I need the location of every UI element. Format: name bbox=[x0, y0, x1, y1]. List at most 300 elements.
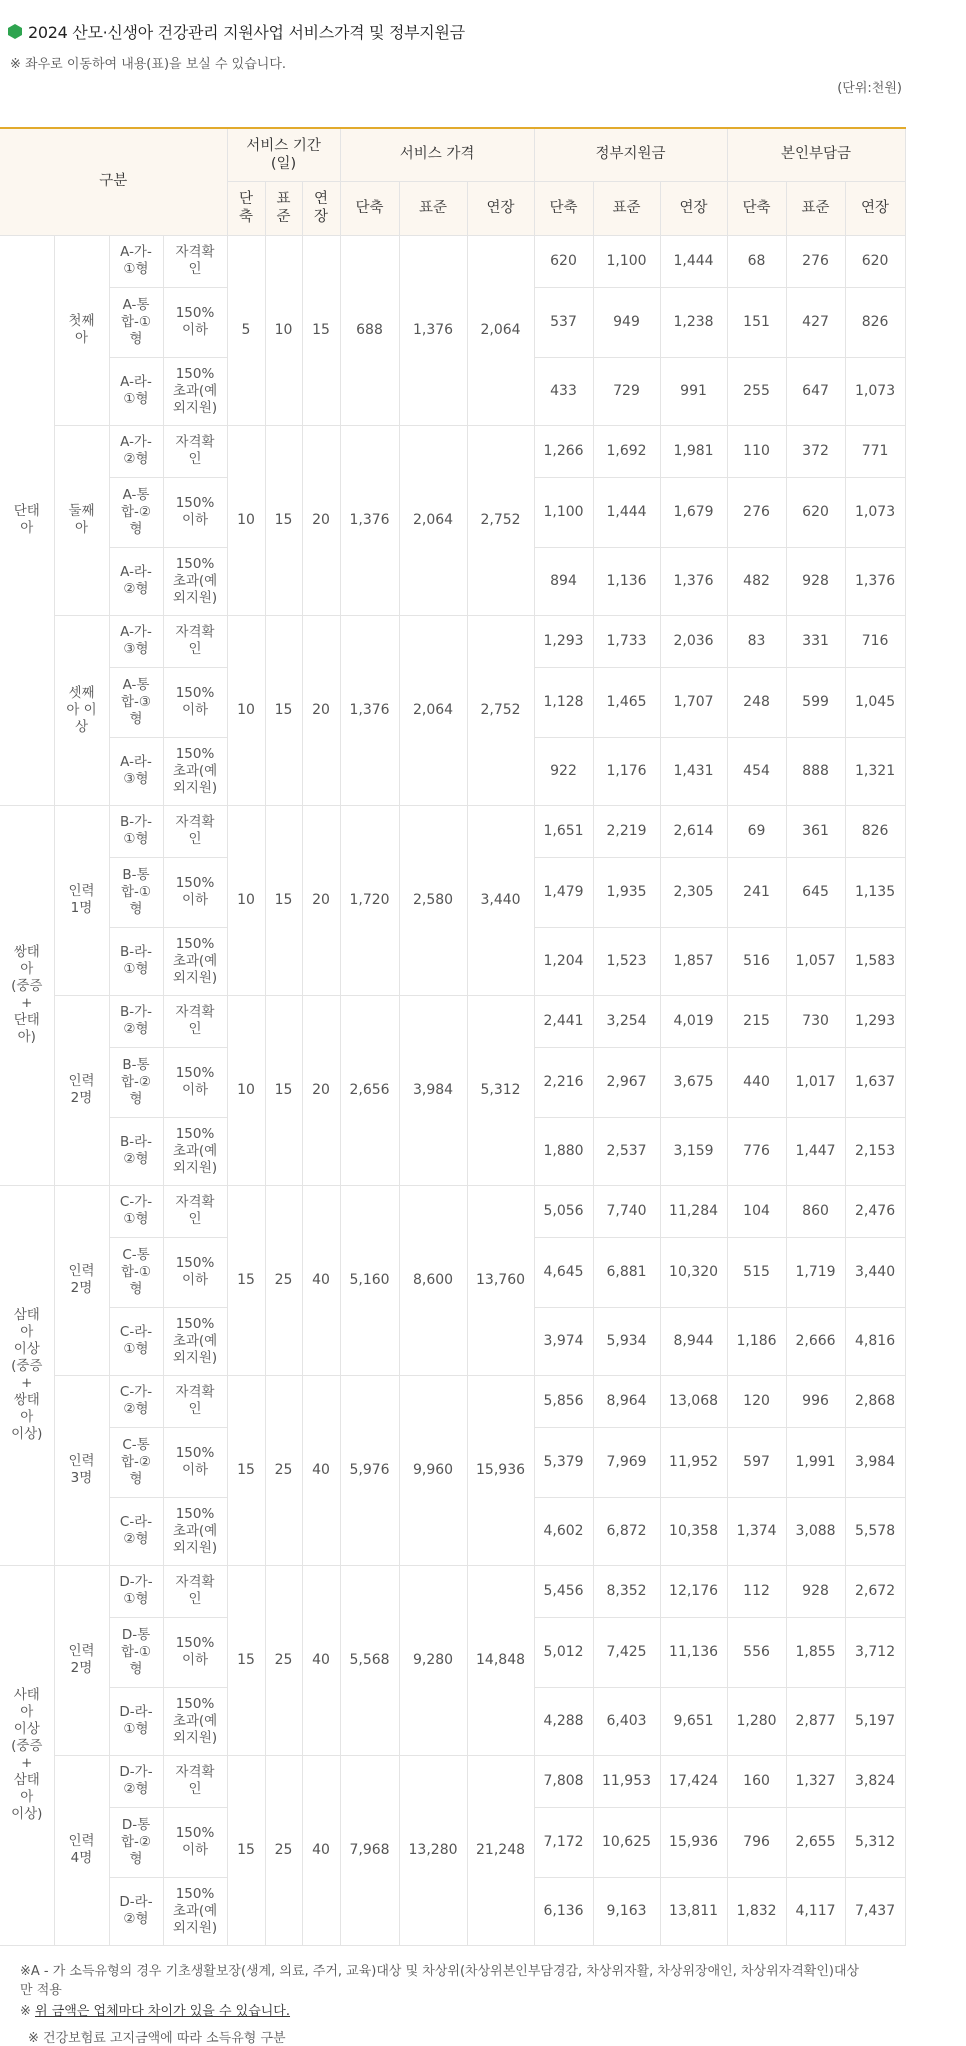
self-extended: 1,293 bbox=[845, 995, 905, 1047]
group-label: 단태 아 bbox=[0, 235, 54, 805]
self-short: 160 bbox=[727, 1755, 786, 1807]
price-short: 5,160 bbox=[340, 1185, 399, 1375]
gov-short: 4,602 bbox=[534, 1497, 593, 1565]
price-standard: 3,984 bbox=[399, 995, 467, 1185]
gov-extended: 10,358 bbox=[660, 1497, 727, 1565]
period-extended: 40 bbox=[302, 1565, 340, 1755]
self-short: 796 bbox=[727, 1807, 786, 1877]
price-short: 1,376 bbox=[340, 425, 399, 615]
income-cell: 150% 이하 bbox=[163, 1047, 227, 1117]
gov-standard: 8,964 bbox=[593, 1375, 660, 1427]
income-cell: 150% 초과(예 외지원) bbox=[163, 1497, 227, 1565]
income-cell: 150% 초과(예 외지원) bbox=[163, 547, 227, 615]
footnote-line-2: 만 적용 bbox=[20, 1983, 62, 1998]
period-extended: 20 bbox=[302, 995, 340, 1185]
self-standard: 860 bbox=[786, 1185, 845, 1237]
self-short: 248 bbox=[727, 667, 786, 737]
self-short: 482 bbox=[727, 547, 786, 615]
price-standard: 8,600 bbox=[399, 1185, 467, 1375]
gov-standard: 7,969 bbox=[593, 1427, 660, 1497]
gov-short: 1,128 bbox=[534, 667, 593, 737]
gov-standard: 7,740 bbox=[593, 1185, 660, 1237]
income-cell: 자격확 인 bbox=[163, 615, 227, 667]
gov-short: 1,479 bbox=[534, 857, 593, 927]
type-cell: A-라- ①형 bbox=[109, 357, 163, 425]
title-row bbox=[0, 0, 966, 42]
type-cell: C-가- ②형 bbox=[109, 1375, 163, 1427]
income-cell: 자격확 인 bbox=[163, 1755, 227, 1807]
gov-extended: 11,284 bbox=[660, 1185, 727, 1237]
price-standard: 9,960 bbox=[399, 1375, 467, 1565]
self-extended: 3,824 bbox=[845, 1755, 905, 1807]
price-extended: 3,440 bbox=[467, 805, 534, 995]
gov-standard: 1,176 bbox=[593, 737, 660, 805]
gov-extended: 1,444 bbox=[660, 235, 727, 287]
period-standard: 25 bbox=[265, 1565, 302, 1755]
header-service-price: 서비스 가격 bbox=[340, 128, 534, 181]
group-label: 삼태 아 이상 (중증 + 쌍태 아 이상) bbox=[0, 1185, 54, 1565]
price-extended: 2,064 bbox=[467, 235, 534, 425]
scroll-note: ※ 좌우로 이동하여 내용(표)을 보실 수 있습니다. bbox=[10, 57, 287, 72]
sub-label: 인력 2명 bbox=[54, 995, 109, 1185]
gov-short: 922 bbox=[534, 737, 593, 805]
gov-extended: 1,707 bbox=[660, 667, 727, 737]
gov-standard: 1,465 bbox=[593, 667, 660, 737]
gov-extended: 3,159 bbox=[660, 1117, 727, 1185]
gov-standard: 1,100 bbox=[593, 235, 660, 287]
self-extended: 2,476 bbox=[845, 1185, 905, 1237]
self-short: 276 bbox=[727, 477, 786, 547]
gov-short: 537 bbox=[534, 287, 593, 357]
type-cell: A-가- ②형 bbox=[109, 425, 163, 477]
gov-short: 2,441 bbox=[534, 995, 593, 1047]
gov-extended: 10,320 bbox=[660, 1237, 727, 1307]
income-cell: 자격확 인 bbox=[163, 805, 227, 857]
gov-standard: 1,523 bbox=[593, 927, 660, 995]
gov-standard: 5,934 bbox=[593, 1307, 660, 1375]
group-label: 사태 아 이상 (중증 + 삼태 아 이상) bbox=[0, 1565, 54, 1945]
period-standard: 25 bbox=[265, 1185, 302, 1375]
type-cell: A-통 합-① 형 bbox=[109, 287, 163, 357]
self-standard: 372 bbox=[786, 425, 845, 477]
header-self-pay: 본인부담금 bbox=[727, 128, 905, 181]
gov-short: 4,645 bbox=[534, 1237, 593, 1307]
period-extended: 20 bbox=[302, 805, 340, 995]
self-short: 120 bbox=[727, 1375, 786, 1427]
sub-label: 인력 2명 bbox=[54, 1185, 109, 1375]
table-row bbox=[0, 995, 905, 1047]
period-short: 10 bbox=[227, 615, 265, 805]
self-short: 112 bbox=[727, 1565, 786, 1617]
price-short: 2,656 bbox=[340, 995, 399, 1185]
gov-standard: 949 bbox=[593, 287, 660, 357]
self-extended: 1,637 bbox=[845, 1047, 905, 1117]
period-short: 10 bbox=[227, 995, 265, 1185]
self-standard: 928 bbox=[786, 1565, 845, 1617]
gov-extended: 991 bbox=[660, 357, 727, 425]
period-extended: 20 bbox=[302, 615, 340, 805]
income-cell: 자격확 인 bbox=[163, 995, 227, 1047]
gov-standard: 1,136 bbox=[593, 547, 660, 615]
sub-label: 인력 3명 bbox=[54, 1375, 109, 1565]
sub-label: 인력 4명 bbox=[54, 1755, 109, 1945]
self-short: 516 bbox=[727, 927, 786, 995]
type-cell: D-가- ②형 bbox=[109, 1755, 163, 1807]
self-standard: 2,877 bbox=[786, 1687, 845, 1755]
gov-short: 1,100 bbox=[534, 477, 593, 547]
subheader-gov-extended: 연장 bbox=[660, 181, 727, 235]
table-row bbox=[0, 805, 905, 857]
self-extended: 7,437 bbox=[845, 1877, 905, 1945]
table-body bbox=[0, 235, 905, 1945]
subheader-price-standard: 표준 bbox=[399, 181, 467, 235]
type-cell: B-라- ①형 bbox=[109, 927, 163, 995]
gov-standard: 9,163 bbox=[593, 1877, 660, 1945]
type-cell: C-통 합-② 형 bbox=[109, 1427, 163, 1497]
subheader-gov-standard: 표준 bbox=[593, 181, 660, 235]
type-cell: B-라- ②형 bbox=[109, 1117, 163, 1185]
price-standard: 13,280 bbox=[399, 1755, 467, 1945]
period-extended: 15 bbox=[302, 235, 340, 425]
self-short: 597 bbox=[727, 1427, 786, 1497]
self-standard: 996 bbox=[786, 1375, 845, 1427]
self-standard: 4,117 bbox=[786, 1877, 845, 1945]
table-row bbox=[0, 235, 905, 287]
price-short: 5,976 bbox=[340, 1375, 399, 1565]
subheader-self-extended: 연장 bbox=[845, 181, 905, 235]
price-standard: 2,064 bbox=[399, 615, 467, 805]
gov-short: 433 bbox=[534, 357, 593, 425]
gov-extended: 1,376 bbox=[660, 547, 727, 615]
gov-standard: 3,254 bbox=[593, 995, 660, 1047]
type-cell: C-통 합-① 형 bbox=[109, 1237, 163, 1307]
self-short: 69 bbox=[727, 805, 786, 857]
gov-extended: 1,981 bbox=[660, 425, 727, 477]
type-cell: A-라- ③형 bbox=[109, 737, 163, 805]
sub-label: 첫째 아 bbox=[54, 235, 109, 425]
sub-label: 인력 1명 bbox=[54, 805, 109, 995]
gov-extended: 1,431 bbox=[660, 737, 727, 805]
type-cell: B-통 합-② 형 bbox=[109, 1047, 163, 1117]
type-cell: D-라- ②형 bbox=[109, 1877, 163, 1945]
self-standard: 3,088 bbox=[786, 1497, 845, 1565]
period-short: 15 bbox=[227, 1185, 265, 1375]
income-cell: 150% 초과(예 외지원) bbox=[163, 737, 227, 805]
subheader-price-extended: 연장 bbox=[467, 181, 534, 235]
gov-standard: 11,953 bbox=[593, 1755, 660, 1807]
income-cell: 자격확 인 bbox=[163, 1185, 227, 1237]
subheader-period-extended: 연 장 bbox=[302, 181, 340, 235]
price-short: 1,376 bbox=[340, 615, 399, 805]
self-standard: 1,327 bbox=[786, 1755, 845, 1807]
period-standard: 25 bbox=[265, 1755, 302, 1945]
gov-extended: 17,424 bbox=[660, 1755, 727, 1807]
period-standard: 15 bbox=[265, 995, 302, 1185]
footnote-line-1: ※A - 가 소득유형의 경우 기초생활보장(생계, 의료, 주거, 교육)대상 및 차상위(차상위본인부담경감, 차상위자활, 차상위장애인, 차상위자격확인)대상 bbox=[20, 1964, 860, 1979]
gov-standard: 1,692 bbox=[593, 425, 660, 477]
gov-extended: 9,651 bbox=[660, 1687, 727, 1755]
footnote-underlined: 위 금액은 업체마다 차이가 있을 수 있습니다. bbox=[35, 2004, 291, 2019]
income-cell: 150% 초과(예 외지원) bbox=[163, 1877, 227, 1945]
subheader-price-short: 단축 bbox=[340, 181, 399, 235]
gov-short: 5,379 bbox=[534, 1427, 593, 1497]
self-extended: 5,312 bbox=[845, 1807, 905, 1877]
self-standard: 647 bbox=[786, 357, 845, 425]
self-short: 104 bbox=[727, 1185, 786, 1237]
self-extended: 826 bbox=[845, 805, 905, 857]
self-standard: 427 bbox=[786, 287, 845, 357]
price-short: 1,720 bbox=[340, 805, 399, 995]
gov-short: 3,974 bbox=[534, 1307, 593, 1375]
gov-extended: 8,944 bbox=[660, 1307, 727, 1375]
self-extended: 716 bbox=[845, 615, 905, 667]
gov-extended: 15,936 bbox=[660, 1807, 727, 1877]
self-extended: 620 bbox=[845, 235, 905, 287]
gov-standard: 1,444 bbox=[593, 477, 660, 547]
subheader-period-standard: 표 준 bbox=[265, 181, 302, 235]
self-standard: 1,447 bbox=[786, 1117, 845, 1185]
type-cell: A-라- ②형 bbox=[109, 547, 163, 615]
gov-extended: 1,857 bbox=[660, 927, 727, 995]
type-cell: A-통 합-② 형 bbox=[109, 477, 163, 547]
gov-short: 5,056 bbox=[534, 1185, 593, 1237]
self-short: 1,186 bbox=[727, 1307, 786, 1375]
income-cell: 150% 이하 bbox=[163, 1427, 227, 1497]
gov-short: 4,288 bbox=[534, 1687, 593, 1755]
gov-standard: 6,403 bbox=[593, 1687, 660, 1755]
gov-extended: 4,019 bbox=[660, 995, 727, 1047]
subheader-period-short: 단 축 bbox=[227, 181, 265, 235]
self-extended: 1,376 bbox=[845, 547, 905, 615]
self-extended: 5,197 bbox=[845, 1687, 905, 1755]
subheader-self-short: 단축 bbox=[727, 181, 786, 235]
self-extended: 2,672 bbox=[845, 1565, 905, 1617]
self-short: 515 bbox=[727, 1237, 786, 1307]
type-cell: A-가- ③형 bbox=[109, 615, 163, 667]
self-short: 556 bbox=[727, 1617, 786, 1687]
self-extended: 3,440 bbox=[845, 1237, 905, 1307]
self-short: 151 bbox=[727, 287, 786, 357]
self-standard: 928 bbox=[786, 547, 845, 615]
gov-standard: 6,872 bbox=[593, 1497, 660, 1565]
gov-standard: 1,935 bbox=[593, 857, 660, 927]
hexagon-bullet-icon bbox=[8, 24, 22, 39]
self-standard: 1,855 bbox=[786, 1617, 845, 1687]
price-standard: 2,064 bbox=[399, 425, 467, 615]
self-standard: 599 bbox=[786, 667, 845, 737]
type-cell: D-가- ①형 bbox=[109, 1565, 163, 1617]
gov-extended: 2,036 bbox=[660, 615, 727, 667]
price-table bbox=[0, 127, 906, 1946]
self-standard: 1,057 bbox=[786, 927, 845, 995]
price-extended: 2,752 bbox=[467, 615, 534, 805]
sub-label: 셋째 아 이 상 bbox=[54, 615, 109, 805]
gov-extended: 1,679 bbox=[660, 477, 727, 547]
price-extended: 14,848 bbox=[467, 1565, 534, 1755]
income-cell: 150% 초과(예 외지원) bbox=[163, 1687, 227, 1755]
self-short: 68 bbox=[727, 235, 786, 287]
self-standard: 276 bbox=[786, 235, 845, 287]
period-short: 15 bbox=[227, 1755, 265, 1945]
income-cell: 150% 이하 bbox=[163, 1807, 227, 1877]
header-service-period: 서비스 기간 (일) bbox=[227, 128, 340, 181]
period-standard: 15 bbox=[265, 425, 302, 615]
gov-standard: 6,881 bbox=[593, 1237, 660, 1307]
footnote-line-4: ※ 건강보험료 고지금액에 따라 소득유형 구분 bbox=[28, 2031, 286, 2046]
self-standard: 331 bbox=[786, 615, 845, 667]
gov-extended: 2,614 bbox=[660, 805, 727, 857]
gov-extended: 2,305 bbox=[660, 857, 727, 927]
self-extended: 1,321 bbox=[845, 737, 905, 805]
type-cell: D-라- ①형 bbox=[109, 1687, 163, 1755]
self-extended: 4,816 bbox=[845, 1307, 905, 1375]
header-gubun: 구분 bbox=[0, 128, 227, 235]
period-extended: 40 bbox=[302, 1755, 340, 1945]
price-extended: 21,248 bbox=[467, 1755, 534, 1945]
footnote-line-3 bbox=[20, 2000, 290, 2019]
gov-short: 1,293 bbox=[534, 615, 593, 667]
income-cell: 자격확 인 bbox=[163, 235, 227, 287]
income-cell: 자격확 인 bbox=[163, 425, 227, 477]
price-short: 7,968 bbox=[340, 1755, 399, 1945]
type-cell: C-라- ②형 bbox=[109, 1497, 163, 1565]
price-short: 688 bbox=[340, 235, 399, 425]
gov-short: 894 bbox=[534, 547, 593, 615]
self-short: 241 bbox=[727, 857, 786, 927]
gov-short: 1,651 bbox=[534, 805, 593, 857]
table-row bbox=[0, 1755, 905, 1807]
gov-standard: 2,967 bbox=[593, 1047, 660, 1117]
self-standard: 620 bbox=[786, 477, 845, 547]
self-extended: 1,135 bbox=[845, 857, 905, 927]
subheader-self-standard: 표준 bbox=[786, 181, 845, 235]
gov-short: 7,172 bbox=[534, 1807, 593, 1877]
self-extended: 2,153 bbox=[845, 1117, 905, 1185]
period-standard: 15 bbox=[265, 615, 302, 805]
self-extended: 1,073 bbox=[845, 357, 905, 425]
price-extended: 2,752 bbox=[467, 425, 534, 615]
income-cell: 150% 초과(예 외지원) bbox=[163, 1307, 227, 1375]
income-cell: 150% 초과(예 외지원) bbox=[163, 1117, 227, 1185]
gov-standard: 2,537 bbox=[593, 1117, 660, 1185]
price-extended: 13,760 bbox=[467, 1185, 534, 1375]
self-standard: 2,666 bbox=[786, 1307, 845, 1375]
gov-short: 5,856 bbox=[534, 1375, 593, 1427]
footnote-prefix: ※ bbox=[20, 2004, 36, 2019]
period-extended: 40 bbox=[302, 1375, 340, 1565]
gov-short: 5,456 bbox=[534, 1565, 593, 1617]
type-cell: B-통 합-① 형 bbox=[109, 857, 163, 927]
self-standard: 645 bbox=[786, 857, 845, 927]
income-cell: 150% 이하 bbox=[163, 857, 227, 927]
period-extended: 40 bbox=[302, 1185, 340, 1375]
period-short: 15 bbox=[227, 1375, 265, 1565]
period-standard: 15 bbox=[265, 805, 302, 995]
self-extended: 771 bbox=[845, 425, 905, 477]
gov-short: 7,808 bbox=[534, 1755, 593, 1807]
self-short: 1,832 bbox=[727, 1877, 786, 1945]
header-gov-support: 정부지원금 bbox=[534, 128, 727, 181]
self-short: 215 bbox=[727, 995, 786, 1047]
gov-extended: 3,675 bbox=[660, 1047, 727, 1117]
income-cell: 150% 초과(예 외지원) bbox=[163, 927, 227, 995]
self-standard: 2,655 bbox=[786, 1807, 845, 1877]
gov-extended: 13,811 bbox=[660, 1877, 727, 1945]
table-row bbox=[0, 425, 905, 477]
period-extended: 20 bbox=[302, 425, 340, 615]
income-cell: 150% 이하 bbox=[163, 287, 227, 357]
gov-standard: 7,425 bbox=[593, 1617, 660, 1687]
self-standard: 730 bbox=[786, 995, 845, 1047]
sub-label: 둘째 아 bbox=[54, 425, 109, 615]
self-standard: 888 bbox=[786, 737, 845, 805]
gov-standard: 729 bbox=[593, 357, 660, 425]
income-cell: 150% 이하 bbox=[163, 667, 227, 737]
income-cell: 150% 이하 bbox=[163, 1237, 227, 1307]
unit-label: (단위:천원) bbox=[837, 81, 902, 96]
gov-short: 1,204 bbox=[534, 927, 593, 995]
self-standard: 1,719 bbox=[786, 1237, 845, 1307]
period-short: 5 bbox=[227, 235, 265, 425]
price-standard: 2,580 bbox=[399, 805, 467, 995]
group-label: 쌍태 아 (중증 + 단태 아) bbox=[0, 805, 54, 1185]
table-row bbox=[0, 1565, 905, 1617]
subheader-gov-short: 단축 bbox=[534, 181, 593, 235]
table-row bbox=[0, 615, 905, 667]
period-short: 15 bbox=[227, 1565, 265, 1755]
income-cell: 150% 이하 bbox=[163, 477, 227, 547]
self-extended: 3,984 bbox=[845, 1427, 905, 1497]
price-extended: 15,936 bbox=[467, 1375, 534, 1565]
self-short: 776 bbox=[727, 1117, 786, 1185]
self-short: 83 bbox=[727, 615, 786, 667]
gov-short: 5,012 bbox=[534, 1617, 593, 1687]
self-short: 1,374 bbox=[727, 1497, 786, 1565]
gov-extended: 11,136 bbox=[660, 1617, 727, 1687]
table-row bbox=[0, 1185, 905, 1237]
type-cell: C-가- ①형 bbox=[109, 1185, 163, 1237]
price-short: 5,568 bbox=[340, 1565, 399, 1755]
price-extended: 5,312 bbox=[467, 995, 534, 1185]
price-standard: 1,376 bbox=[399, 235, 467, 425]
page-title: 2024 산모·신생아 건강관리 지원사업 서비스가격 및 정부지원금 bbox=[28, 23, 465, 42]
gov-extended: 1,238 bbox=[660, 287, 727, 357]
period-short: 10 bbox=[227, 805, 265, 995]
gov-extended: 11,952 bbox=[660, 1427, 727, 1497]
type-cell: D-통 합-② 형 bbox=[109, 1807, 163, 1877]
self-extended: 1,045 bbox=[845, 667, 905, 737]
self-short: 255 bbox=[727, 357, 786, 425]
self-short: 454 bbox=[727, 737, 786, 805]
income-cell: 자격확 인 bbox=[163, 1375, 227, 1427]
type-cell: C-라- ①형 bbox=[109, 1307, 163, 1375]
self-extended: 3,712 bbox=[845, 1617, 905, 1687]
type-cell: B-가- ②형 bbox=[109, 995, 163, 1047]
self-standard: 361 bbox=[786, 805, 845, 857]
table-row bbox=[0, 1375, 905, 1427]
gov-short: 2,216 bbox=[534, 1047, 593, 1117]
self-extended: 5,578 bbox=[845, 1497, 905, 1565]
self-standard: 1,991 bbox=[786, 1427, 845, 1497]
gov-short: 620 bbox=[534, 235, 593, 287]
gov-short: 1,880 bbox=[534, 1117, 593, 1185]
period-standard: 25 bbox=[265, 1375, 302, 1565]
gov-short: 6,136 bbox=[534, 1877, 593, 1945]
self-short: 440 bbox=[727, 1047, 786, 1117]
gov-standard: 8,352 bbox=[593, 1565, 660, 1617]
self-short: 110 bbox=[727, 425, 786, 477]
self-extended: 1,583 bbox=[845, 927, 905, 995]
